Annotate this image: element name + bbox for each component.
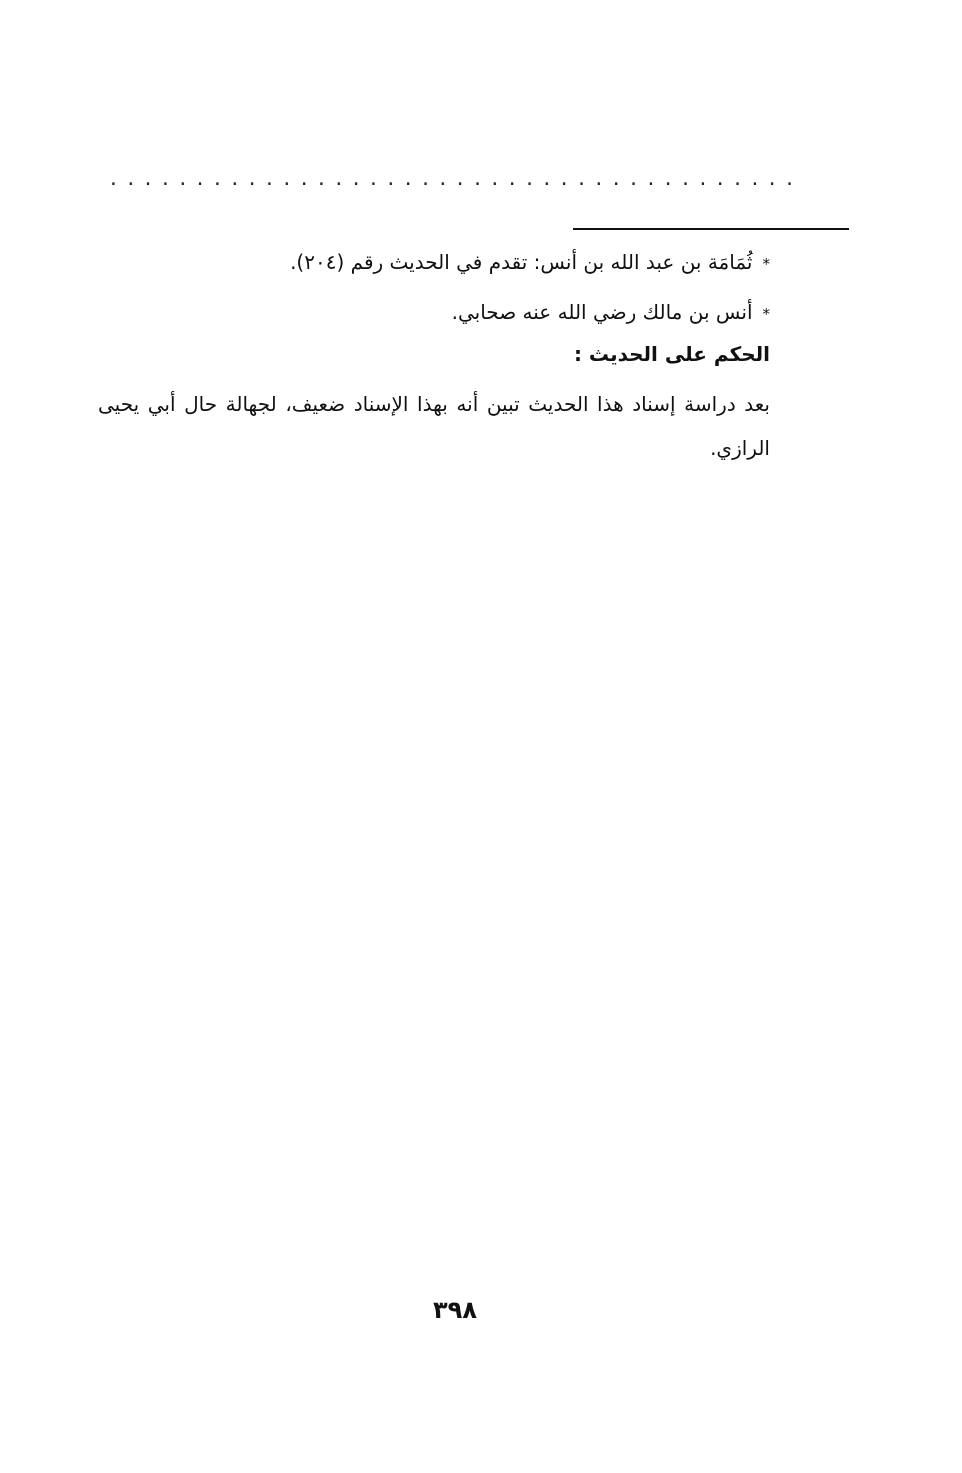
- narrator-line: [452, 298, 770, 328]
- ruling-paragraph: بعد دراسة إسناد هذا الحديث تبين أنه بهذا الإسناد ضعيف، لجهالة حال أبي يحيى الرازي.: [98, 392, 770, 460]
- asterisk-bullet-icon: *: [762, 304, 770, 323]
- narrator-text: أنس بن مالك رضي الله عنه صحابي.: [451, 300, 753, 324]
- footnote-rule: [573, 228, 849, 230]
- narrator-line: [290, 248, 770, 278]
- asterisk-bullet-icon: *: [762, 254, 770, 273]
- page-number: ٣٩٨: [433, 1296, 477, 1324]
- narrator-text: ثُمَامَة بن عبد الله بن أنس: تقدم في الحديث رقم (٢٠٤).: [290, 250, 753, 274]
- dotted-separator: ........................................: [108, 170, 802, 190]
- section-heading: الحكم على الحديث :: [573, 342, 770, 366]
